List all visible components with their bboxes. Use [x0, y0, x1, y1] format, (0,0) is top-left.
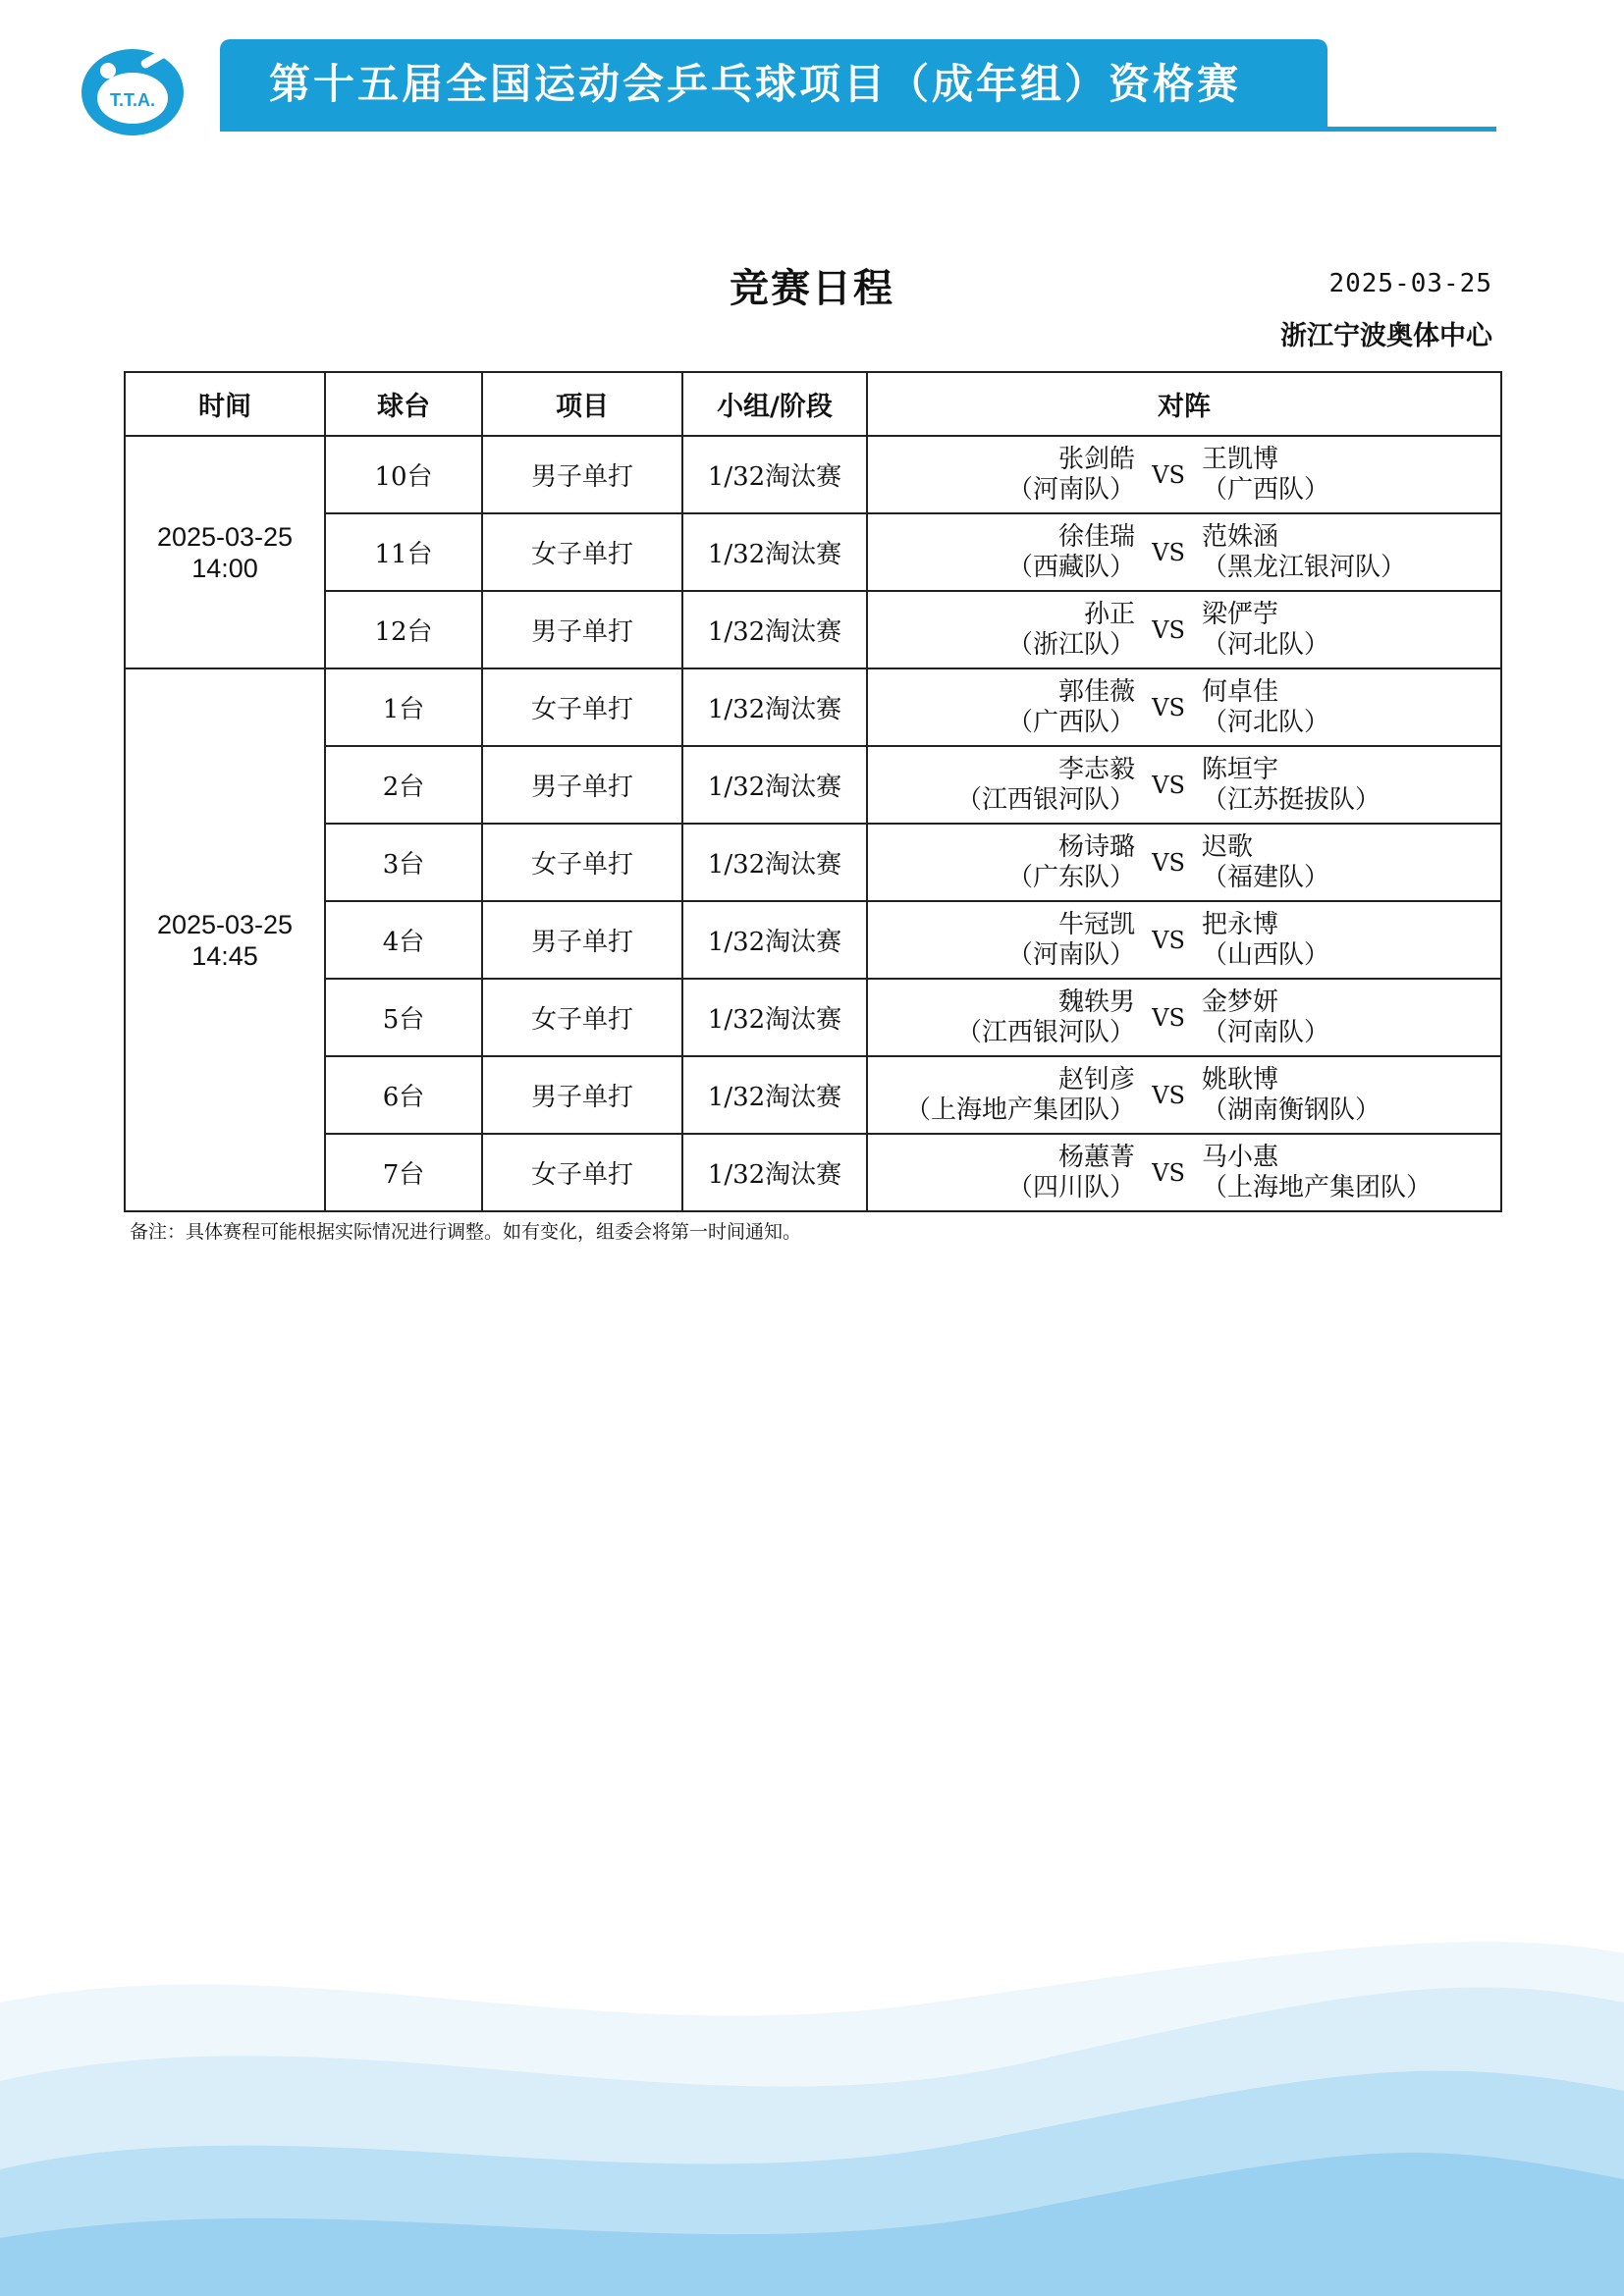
matchup	[868, 437, 1500, 512]
vs-label: VS	[1152, 926, 1185, 954]
stage-cell: 1/32淘汰赛	[682, 746, 867, 824]
session-date: 2025-03-25	[156, 521, 294, 552]
player-b	[1202, 988, 1500, 1048]
stage-cell: 1/32淘汰赛	[682, 668, 867, 746]
table-number-cell: 6台	[325, 1056, 482, 1134]
player-b-name: 迟歌	[1202, 831, 1254, 862]
table-number-cell: 10台	[325, 436, 482, 513]
player-a-name: 孙正	[1083, 599, 1135, 629]
vs-label: VS	[1152, 1003, 1185, 1032]
player-b-name: 把永博	[1202, 909, 1279, 939]
player-b	[1202, 600, 1500, 661]
player-b-name: 范姝涵	[1202, 521, 1279, 552]
table-number-cell: 4台	[325, 901, 482, 979]
vs-label: VS	[1152, 615, 1185, 644]
header-matchup: 对阵	[867, 372, 1501, 436]
table-row	[125, 746, 1501, 824]
player-b	[1202, 522, 1500, 583]
player-a	[868, 600, 1135, 661]
table-row	[125, 436, 1501, 513]
player-a-name: 李志毅	[1057, 754, 1135, 784]
decorative-wave-background	[0, 1885, 1624, 2296]
table-row	[125, 901, 1501, 979]
player-a-team: （河南队）	[1006, 939, 1135, 970]
table-number-cell: 3台	[325, 824, 482, 901]
matchup	[868, 825, 1500, 900]
player-b-name: 马小惠	[1202, 1142, 1279, 1172]
matchup-cell	[867, 591, 1501, 668]
stage-cell: 1/32淘汰赛	[682, 979, 867, 1056]
player-b	[1202, 910, 1500, 971]
player-a-team: （浙江队）	[1006, 629, 1135, 660]
player-a-name: 杨诗璐	[1057, 831, 1135, 862]
player-b-team: （河南队）	[1202, 1017, 1330, 1047]
document-venue: 浙江宁波奥体中心	[1280, 321, 1492, 351]
player-a-team: （广东队）	[1006, 862, 1135, 892]
event-cell: 女子单打	[482, 824, 682, 901]
table-number-cell: 5台	[325, 979, 482, 1056]
stage-cell: 1/32淘汰赛	[682, 513, 867, 591]
table-number-cell: 11台	[325, 513, 482, 591]
player-a	[868, 910, 1135, 971]
player-a	[868, 988, 1135, 1048]
stage-cell: 1/32淘汰赛	[682, 901, 867, 979]
event-cell: 女子单打	[482, 668, 682, 746]
header-time: 时间	[125, 372, 325, 436]
player-b-name: 姚耿博	[1202, 1064, 1279, 1095]
session-time: 14:00	[191, 553, 258, 583]
table-number-cell: 7台	[325, 1134, 482, 1211]
matchup-cell	[867, 1134, 1501, 1211]
table-number-cell: 2台	[325, 746, 482, 824]
logo-text: T.T.A.	[109, 90, 156, 110]
player-b-team: （上海地产集团队）	[1202, 1172, 1433, 1202]
event-cell: 女子单打	[482, 513, 682, 591]
player-a-name: 魏轶男	[1057, 987, 1135, 1017]
session-time-cell	[125, 436, 325, 668]
player-b-team: （江苏挺拔队）	[1202, 784, 1381, 815]
vs-label: VS	[1152, 460, 1185, 489]
table-row	[125, 979, 1501, 1056]
header-table-no: 球台	[325, 372, 482, 436]
schedule-table	[124, 371, 1502, 1212]
player-a	[868, 832, 1135, 893]
matchup	[868, 1135, 1500, 1210]
event-cell: 男子单打	[482, 436, 682, 513]
session-date: 2025-03-25	[156, 909, 294, 939]
player-b	[1202, 832, 1500, 893]
stage-cell: 1/32淘汰赛	[682, 1134, 867, 1211]
table-row	[125, 668, 1501, 746]
player-b-name: 何卓佳	[1202, 676, 1279, 707]
matchup-cell	[867, 901, 1501, 979]
table-number-cell: 12台	[325, 591, 482, 668]
table-row	[125, 1134, 1501, 1211]
matchup	[868, 980, 1500, 1055]
player-a	[868, 1065, 1135, 1126]
matchup	[868, 669, 1500, 745]
player-a	[868, 445, 1135, 506]
player-b	[1202, 1143, 1500, 1203]
event-cell: 男子单打	[482, 1056, 682, 1134]
table-row	[125, 1056, 1501, 1134]
matchup-cell	[867, 436, 1501, 513]
player-a-name: 张剑皓	[1057, 444, 1135, 474]
banner-underline	[220, 127, 1496, 132]
event-cell: 男子单打	[482, 746, 682, 824]
matchup	[868, 1057, 1500, 1133]
event-cell: 女子单打	[482, 1134, 682, 1211]
player-a-name: 杨蕙菁	[1057, 1142, 1135, 1172]
player-b-name: 陈垣宇	[1202, 754, 1279, 784]
player-b	[1202, 445, 1500, 506]
player-a-name: 徐佳瑞	[1057, 521, 1135, 552]
table-row	[125, 824, 1501, 901]
matchup-cell	[867, 979, 1501, 1056]
banner-title: 第十五届全国运动会乒乓球项目（成年组）资格赛	[269, 60, 1242, 108]
player-b	[1202, 1065, 1500, 1126]
document-date: 2025-03-25	[1328, 269, 1492, 298]
stage-cell: 1/32淘汰赛	[682, 1056, 867, 1134]
footnote: 备注：具体赛程可能根据实际情况进行调整。如有变化，组委会将第一时间通知。	[130, 1221, 802, 1243]
header-stage: 小组/阶段	[682, 372, 867, 436]
vs-label: VS	[1152, 771, 1185, 799]
header-event: 项目	[482, 372, 682, 436]
player-a-name: 郭佳薇	[1057, 676, 1135, 707]
player-b	[1202, 677, 1500, 738]
table-row	[125, 591, 1501, 668]
player-b	[1202, 755, 1500, 816]
player-b-team: （福建队）	[1202, 862, 1330, 892]
player-a-team: （江西银河队）	[955, 784, 1135, 815]
stage-cell: 1/32淘汰赛	[682, 436, 867, 513]
player-a	[868, 755, 1135, 816]
player-a-name: 牛冠凯	[1057, 909, 1135, 939]
vs-label: VS	[1152, 538, 1185, 566]
matchup-cell	[867, 1056, 1501, 1134]
player-b-name: 金梦妍	[1202, 987, 1279, 1017]
event-cell: 男子单打	[482, 591, 682, 668]
session-time: 14:45	[191, 940, 258, 971]
stage-cell: 1/32淘汰赛	[682, 591, 867, 668]
player-a-team: （四川队）	[1006, 1172, 1135, 1202]
player-b-team: （河北队）	[1202, 629, 1330, 660]
matchup-cell	[867, 824, 1501, 901]
table-number-cell: 1台	[325, 668, 482, 746]
table-row	[125, 513, 1501, 591]
table-tennis-logo-icon	[79, 43, 187, 137]
vs-label: VS	[1152, 693, 1185, 721]
session-time-cell	[125, 668, 325, 1211]
matchup	[868, 592, 1500, 667]
player-b-team: （广西队）	[1202, 474, 1330, 505]
table-header-row	[125, 372, 1501, 436]
matchup-cell	[867, 746, 1501, 824]
player-a	[868, 522, 1135, 583]
vs-label: VS	[1152, 1081, 1185, 1109]
player-b-team: （黑龙江银河队）	[1202, 552, 1407, 582]
player-b-team: （湖南衡钢队）	[1202, 1095, 1381, 1125]
player-a-team: （河南队）	[1006, 474, 1135, 505]
player-a-name: 赵钊彦	[1057, 1064, 1135, 1095]
event-banner	[220, 39, 1327, 130]
document-title: 竞赛日程	[730, 266, 894, 311]
player-a	[868, 677, 1135, 738]
vs-label: VS	[1152, 848, 1185, 877]
matchup-cell	[867, 668, 1501, 746]
player-b-name: 梁俨苧	[1202, 599, 1279, 629]
player-b-name: 王凯博	[1202, 444, 1279, 474]
stage-cell: 1/32淘汰赛	[682, 824, 867, 901]
player-a	[868, 1143, 1135, 1203]
player-b-team: （山西队）	[1202, 939, 1330, 970]
event-cell: 男子单打	[482, 901, 682, 979]
matchup	[868, 514, 1500, 590]
vs-label: VS	[1152, 1158, 1185, 1187]
player-a-team: （西藏队）	[1006, 552, 1135, 582]
player-a-team: （广西队）	[1006, 707, 1135, 737]
player-b-team: （河北队）	[1202, 707, 1330, 737]
matchup	[868, 747, 1500, 823]
matchup-cell	[867, 513, 1501, 591]
player-a-team: （江西银河队）	[955, 1017, 1135, 1047]
matchup	[868, 902, 1500, 978]
player-a-team: （上海地产集团队）	[904, 1095, 1135, 1125]
event-cell: 女子单打	[482, 979, 682, 1056]
